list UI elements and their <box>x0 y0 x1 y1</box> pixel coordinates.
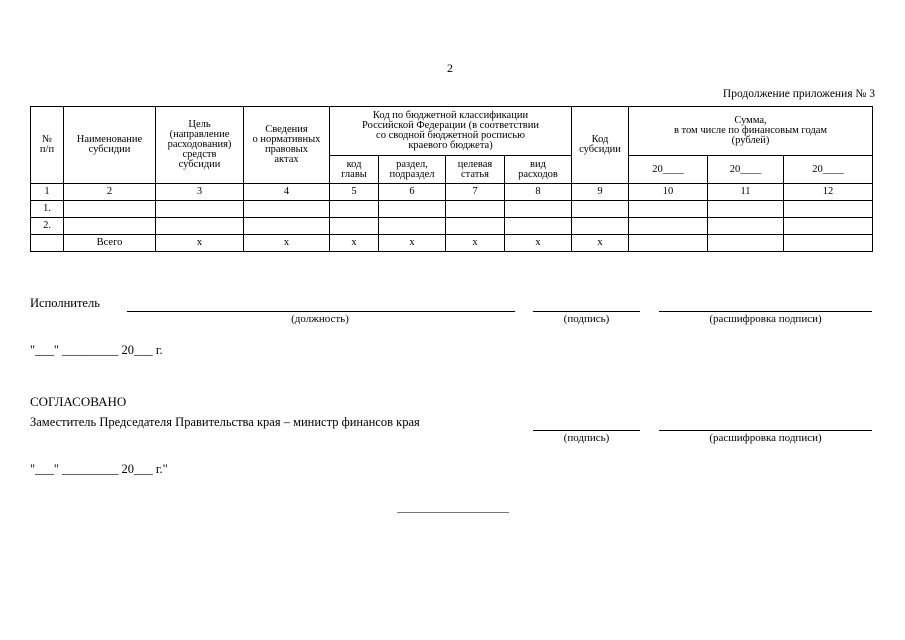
header-info: Сведения о нормативных правовых актах <box>244 107 330 184</box>
table-cell <box>708 201 784 218</box>
table-cell <box>379 218 446 235</box>
table-cell <box>330 201 379 218</box>
table-cell <box>505 201 572 218</box>
column-number-row <box>31 184 873 201</box>
executor-label: Исполнитель <box>30 296 100 310</box>
column-number: 3 <box>156 184 244 201</box>
table-cell <box>446 201 505 218</box>
page-number: 2 <box>447 61 453 75</box>
table-cell <box>629 218 708 235</box>
approval-date: "___" _________ 20___ г." <box>30 462 168 476</box>
table-cell <box>708 235 784 252</box>
table-cell <box>31 235 64 252</box>
position-caption: (должность) <box>291 313 349 325</box>
signature-caption: (подпись) <box>563 313 610 325</box>
header-year-3: 20____ <box>784 156 873 184</box>
header-goal: Цель (направление расходования) средств субсидии <box>156 107 244 184</box>
table-cell: х <box>156 235 244 252</box>
table-cell <box>379 201 446 218</box>
approver-title: Заместитель Председателя Правительства края – министр финансов края <box>30 415 420 429</box>
table-cell <box>572 218 629 235</box>
table-cell <box>629 235 708 252</box>
total-label: Всего <box>64 235 156 252</box>
column-number: 9 <box>572 184 629 201</box>
table-cell <box>244 201 330 218</box>
approval-signature-caption: (подпись) <box>563 432 610 444</box>
table-cell: х <box>446 235 505 252</box>
table-cell <box>784 218 873 235</box>
table-cell <box>156 201 244 218</box>
table-cell <box>708 218 784 235</box>
approval-decoding-line <box>659 430 872 431</box>
header-year-1: 20____ <box>629 156 708 184</box>
approval-heading: СОГЛАСОВАНО <box>30 394 127 409</box>
column-number: 10 <box>629 184 708 201</box>
table-cell <box>572 201 629 218</box>
table-cell <box>330 218 379 235</box>
table-cell <box>64 201 156 218</box>
decoding-line <box>659 311 872 312</box>
table-cell: х <box>244 235 330 252</box>
column-number: 5 <box>330 184 379 201</box>
header-head-code: код главы <box>330 156 379 184</box>
table-cell <box>784 201 873 218</box>
approval-signature-line <box>533 430 640 431</box>
header-code-group: Код по бюджетной классификации Российской Федерации (в соответствии со сводной бюджетной росписью краевого бюджета) <box>330 107 572 156</box>
table-cell: х <box>379 235 446 252</box>
table-cell: х <box>505 235 572 252</box>
table-cell: 1. <box>31 201 64 218</box>
header-target-item: целевая статья <box>446 156 505 184</box>
end-divider <box>397 512 509 513</box>
table-cell <box>629 201 708 218</box>
column-number: 11 <box>708 184 784 201</box>
header-name: Наименование субсидии <box>64 107 156 184</box>
table-cell <box>784 235 873 252</box>
column-number: 7 <box>446 184 505 201</box>
table-cell: 2. <box>31 218 64 235</box>
column-number: 12 <box>784 184 873 201</box>
table-row <box>31 201 873 218</box>
column-number: 1 <box>31 184 64 201</box>
table-cell <box>446 218 505 235</box>
table-cell: х <box>572 235 629 252</box>
approval-decoding-caption: (расшифровка подписи) <box>709 432 822 444</box>
table-row <box>31 218 873 235</box>
signature-line <box>533 311 640 312</box>
header-subsidy-code: Код субсидии <box>572 107 629 184</box>
header-expense-type: вид расходов <box>505 156 572 184</box>
position-line <box>127 311 515 312</box>
column-number: 2 <box>64 184 156 201</box>
total-row <box>31 235 873 252</box>
continuation-label: Продолжение приложения № 3 <box>722 88 875 100</box>
decoding-caption: (расшифровка подписи) <box>709 313 822 325</box>
table-cell <box>505 218 572 235</box>
table-cell <box>156 218 244 235</box>
executor-date: "___" _________ 20___ г. <box>30 343 163 357</box>
column-number: 4 <box>244 184 330 201</box>
header-year-2: 20____ <box>708 156 784 184</box>
subsidy-table <box>30 106 873 252</box>
table-cell <box>64 218 156 235</box>
column-number: 6 <box>379 184 446 201</box>
table-cell <box>244 218 330 235</box>
header-sum-group: Сумма, в том числе по финансовым годам (рублей) <box>629 107 873 156</box>
table-cell: х <box>330 235 379 252</box>
header-section: раздел, подраздел <box>379 156 446 184</box>
header-num: № п/п <box>31 107 64 184</box>
column-number: 8 <box>505 184 572 201</box>
